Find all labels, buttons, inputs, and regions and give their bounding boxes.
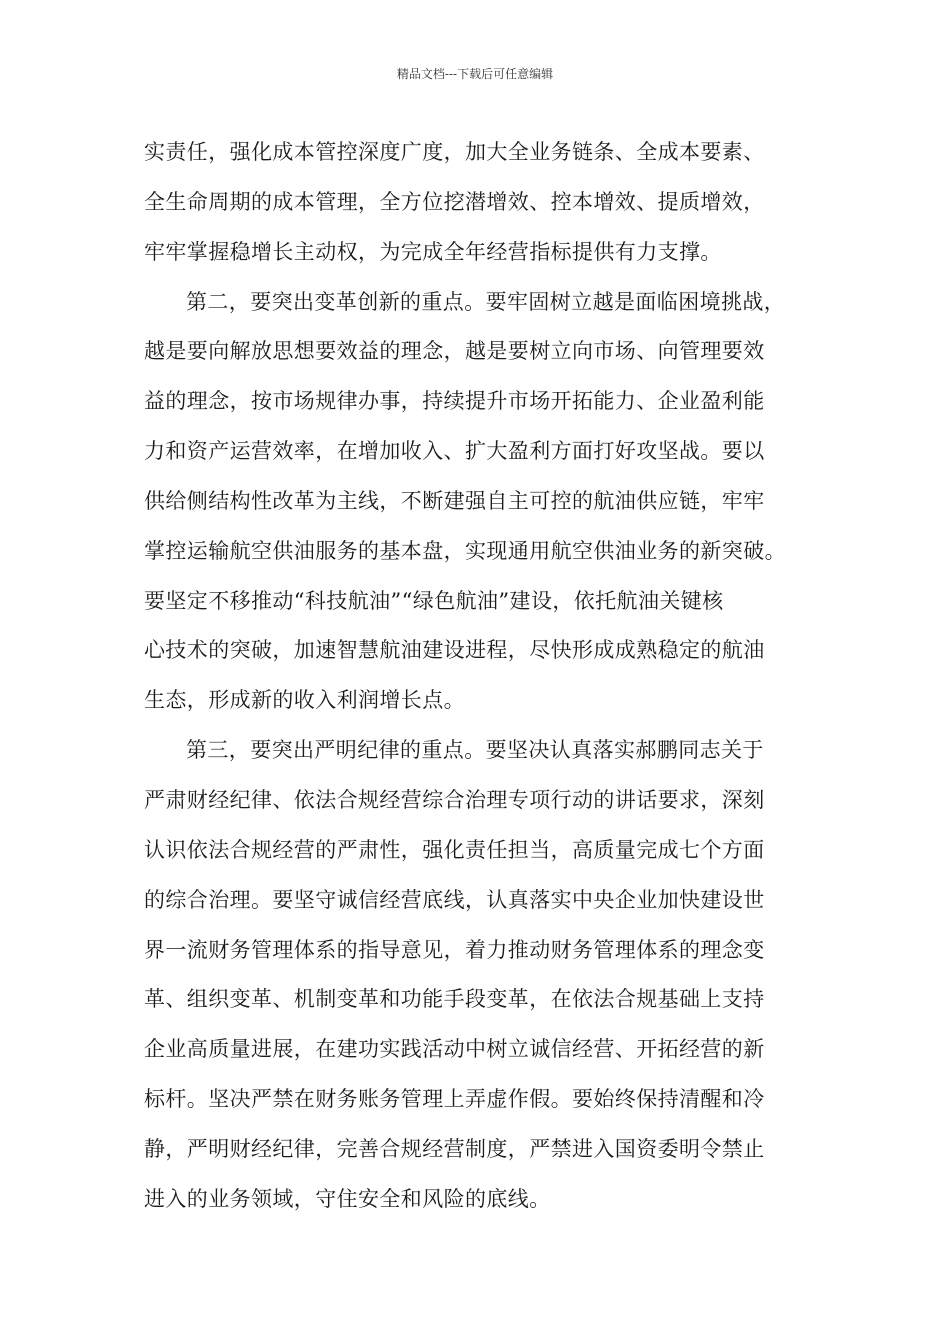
text-line: 实责任，强化成本管控深度广度，加大全业务链条、全成本要素、: [144, 140, 765, 164]
text-line: 严肃财经纪律、依法合规经营综合治理专项行动的讲话要求，深刻: [144, 787, 765, 812]
text-line: 界一流财务管理体系的指导意见，着力推动财务管理体系的理念变: [144, 937, 765, 962]
text-line: 进入的业务领域，守住安全和风险的底线。: [144, 1186, 551, 1211]
text-line: 心技术的突破，加速智慧航油建设进程，尽快形成成熟稳定的航油: [144, 638, 765, 663]
text-line: 越是要向解放思想要效益的理念，越是要树立向市场、向管理要效: [144, 339, 765, 364]
text-line: 要坚定不移推动“科技航油”“绿色航油”建设，依托航油关键核: [144, 588, 724, 613]
document-body: [144, 128, 812, 1225]
text-line: 静，严明财经纪律，完善合规经营制度，严禁进入国资委明令禁止: [144, 1136, 765, 1161]
text-line: 第三，要突出严明纪律的重点。要坚决认真落实郝鹏同志关于: [186, 738, 764, 763]
text-line: 认识依法合规经营的严肃性，强化责任担当，高质量完成七个方面: [144, 837, 765, 862]
text-line: 生态，形成新的收入利润增长点。: [144, 688, 465, 713]
text-line: 掌控运输航空供油服务的基本盘，实现通用航空供油业务的新突破。: [144, 538, 786, 563]
text-line: 益的理念，按市场规律办事，持续提升市场开拓能力、企业盈利能: [144, 389, 765, 414]
paragraph-2: [144, 278, 812, 727]
text-line: 革、组织变革、机制变革和功能手段变革，在依法合规基础上支持: [144, 987, 765, 1012]
text-line: 全生命周期的成本管理，全方位挖潜增效、控本增效、提质增效，: [144, 189, 765, 214]
text-line: 标杆。坚决严禁在财务账务管理上弄虚作假。要始终保持清醒和冷: [144, 1087, 765, 1112]
paragraph-1: [144, 128, 812, 278]
text-line: 企业高质量进展，在建功实践活动中树立诚信经营、开拓经营的新: [144, 1037, 765, 1062]
text-line: 供给侧结构性改革为主线，不断建强自主可控的航油供应链，牢牢: [144, 488, 765, 513]
text-line: 的综合治理。要坚守诚信经营底线，认真落实中央企业加快建设世: [144, 887, 765, 912]
text-line: 牢牢掌握稳增长主动权，为完成全年经营指标提供有力支撑。: [144, 239, 722, 264]
page-header: 精品文档---下载后可任意编辑: [396, 67, 554, 81]
paragraph-3: [144, 726, 812, 1224]
text-line: 第二，要突出变革创新的重点。要牢固树立越是面临困境挑战，: [186, 289, 786, 314]
text-line: 力和资产运营效率，在增加收入、扩大盈利方面打好攻坚战。要以: [144, 439, 765, 464]
